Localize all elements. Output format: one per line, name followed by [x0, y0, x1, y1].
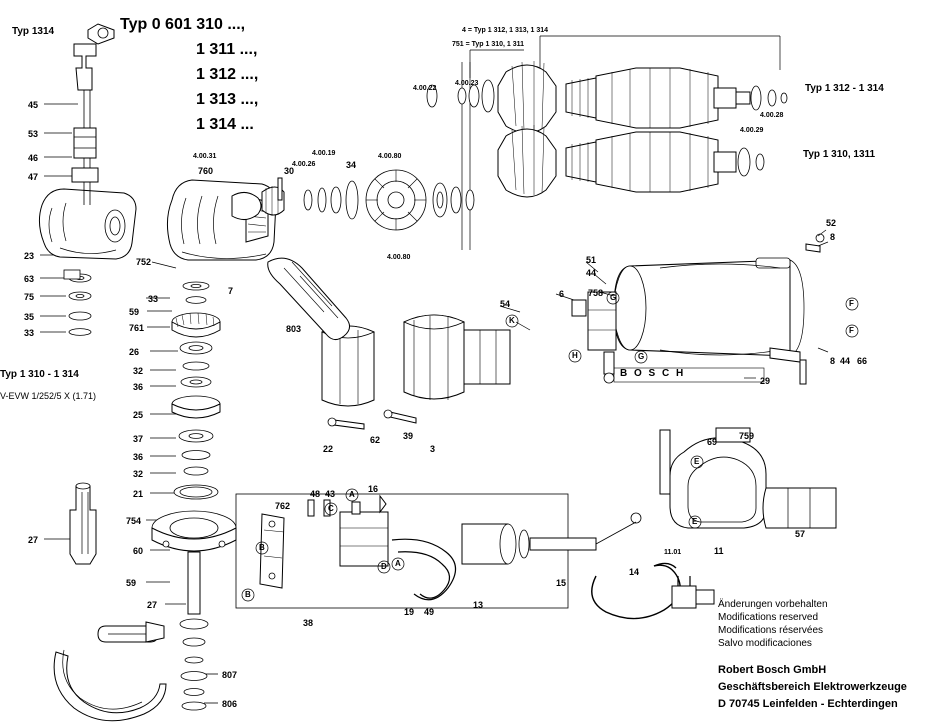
part-callout-7: 7	[228, 286, 234, 296]
part-callout-60: 60	[133, 546, 144, 556]
part-callout-11: 11	[714, 546, 724, 556]
part-callout-4-00-29: 4.00.29	[740, 127, 764, 134]
footer-note-en: Modifications reserved	[718, 612, 819, 623]
footer-note-es: Salvo modificaciones	[718, 638, 812, 649]
part-callout-62: 62	[370, 435, 381, 445]
part-callout-803: 803	[286, 324, 302, 334]
part-callout-4-00-23: 4.00.23	[455, 80, 479, 87]
part-callout-36: 36	[133, 382, 144, 392]
part-callout-66: 66	[857, 356, 868, 366]
part-callout-33: 33	[148, 294, 159, 304]
part-callout-806: 806	[222, 699, 238, 709]
section-marker-h: H	[572, 351, 578, 360]
part-callout-4-00-28: 4.00.28	[760, 112, 784, 119]
company-division: Geschäftsbereich Elektrowerkzeuge	[718, 681, 907, 693]
section-marker-g: G	[610, 293, 617, 302]
part-callout-27: 27	[147, 600, 158, 610]
part-callout-45: 45	[28, 100, 39, 110]
section-marker-f: F	[849, 326, 854, 335]
part-callout-4-00-80: 4.00.80	[387, 254, 411, 261]
bracket-note-751: 751 = Typ 1 310, 1 311	[452, 41, 525, 48]
part-callout-3: 3	[430, 444, 436, 454]
part-callout-57: 57	[795, 529, 806, 539]
company-name: Robert Bosch GmbH	[718, 664, 827, 676]
part-callout-59: 59	[126, 578, 137, 588]
part-callout-758: 758	[588, 288, 604, 298]
section-marker-d: D	[381, 562, 387, 571]
part-callout-13: 13	[473, 600, 484, 610]
part-callout-49: 49	[424, 607, 435, 617]
part-callout-4-00-80: 4.00.80	[378, 153, 402, 160]
brand-mark: B O S C H	[620, 368, 686, 379]
part-callout-11-01: 11.01	[664, 549, 682, 556]
part-callout-44: 44	[840, 356, 851, 366]
part-callout-4-00-26: 4.00.26	[292, 161, 316, 168]
part-callout-754: 754	[126, 516, 142, 526]
footer-note-fr: Modifications réservées	[718, 625, 824, 636]
page-title-line-5: 1 314 ...	[196, 116, 254, 133]
part-callout-32: 32	[133, 366, 144, 376]
part-callout-53: 53	[28, 129, 39, 139]
section-marker-a: A	[349, 490, 355, 499]
part-callout-14: 14	[629, 567, 640, 577]
part-callout-30: 30	[284, 166, 295, 176]
variant-note-typ-1310-1311: Typ 1 310, 1311	[803, 149, 876, 160]
part-callout-752: 752	[136, 257, 152, 267]
part-callout-39: 39	[403, 431, 414, 441]
part-callout-37: 37	[133, 434, 144, 444]
part-callout-36: 36	[133, 452, 144, 462]
part-callout-54: 54	[500, 299, 511, 309]
part-callout-4-00-19: 4.00.19	[312, 150, 336, 157]
page-title-line-1: Typ 0 601 310 ...,	[120, 16, 246, 33]
variant-note-typ-1314: Typ 1314	[12, 26, 55, 37]
part-callout-8: 8	[830, 232, 836, 242]
footer-note-de: Änderungen vorbehalten	[718, 599, 828, 610]
part-callout-23: 23	[24, 251, 35, 261]
part-callout-34: 34	[346, 160, 357, 170]
section-marker-g: G	[638, 352, 645, 361]
part-callout-32: 32	[133, 469, 144, 479]
part-callout-19: 19	[404, 607, 415, 617]
part-callout-47: 47	[28, 172, 39, 182]
part-callout-760: 760	[198, 166, 214, 176]
part-callout-4-00-31: 4.00.31	[193, 153, 217, 160]
page-title-line-3: 1 312 ...,	[196, 66, 259, 83]
part-callout-8: 8	[830, 356, 836, 366]
part-callout-21: 21	[133, 489, 144, 499]
part-callout-29: 29	[760, 376, 771, 386]
part-callout-22: 22	[323, 444, 334, 454]
part-callout-46: 46	[28, 153, 39, 163]
part-callout-38: 38	[303, 618, 314, 628]
part-callout-761: 761	[129, 323, 145, 333]
part-callout-27: 27	[28, 535, 39, 545]
company-address: D 70745 Leinfelden - Echterdingen	[718, 698, 898, 710]
part-callout-63: 63	[24, 274, 35, 284]
part-callout-4-00-22: 4.00.22	[413, 85, 437, 92]
part-callout-48: 48	[310, 489, 321, 499]
part-callout-35: 35	[24, 312, 35, 322]
section-marker-e: E	[694, 457, 700, 466]
part-callout-33: 33	[24, 328, 35, 338]
part-callout-69: 69	[707, 437, 718, 447]
part-callout-75: 75	[24, 292, 35, 302]
part-callout-759: 759	[739, 431, 755, 441]
section-marker-c: C	[328, 504, 334, 513]
part-callout-6: 6	[559, 289, 565, 299]
variant-note-evw: V-EVW 1/252/5 X (1.71)	[0, 391, 97, 401]
section-marker-b: B	[245, 590, 251, 599]
section-marker-b: B	[259, 543, 265, 552]
part-callout-16: 16	[368, 484, 379, 494]
variant-note-typ-1310-1314: Typ 1 310 - 1 314	[0, 369, 79, 380]
section-marker-a: A	[395, 559, 401, 568]
part-callout-52: 52	[826, 218, 837, 228]
part-callout-44: 44	[586, 268, 597, 278]
part-callout-51: 51	[586, 255, 597, 265]
page-title-line-4: 1 313 ...,	[196, 91, 259, 108]
part-callout-25: 25	[133, 410, 144, 420]
page-title-line-2: 1 311 ...,	[196, 41, 258, 58]
section-marker-k: K	[509, 316, 515, 325]
part-callout-26: 26	[129, 347, 140, 357]
part-callout-15: 15	[556, 578, 567, 588]
bracket-note-4: 4 = Typ 1 312, 1 313, 1 314	[462, 27, 549, 34]
part-callout-762: 762	[275, 501, 291, 511]
section-marker-f: F	[849, 299, 854, 308]
part-callout-43: 43	[325, 489, 336, 499]
variant-note-typ-1312-1314: Typ 1 312 - 1 314	[805, 83, 884, 94]
part-callout-59: 59	[129, 307, 140, 317]
section-marker-e: E	[692, 517, 698, 526]
part-callout-807: 807	[222, 670, 238, 680]
